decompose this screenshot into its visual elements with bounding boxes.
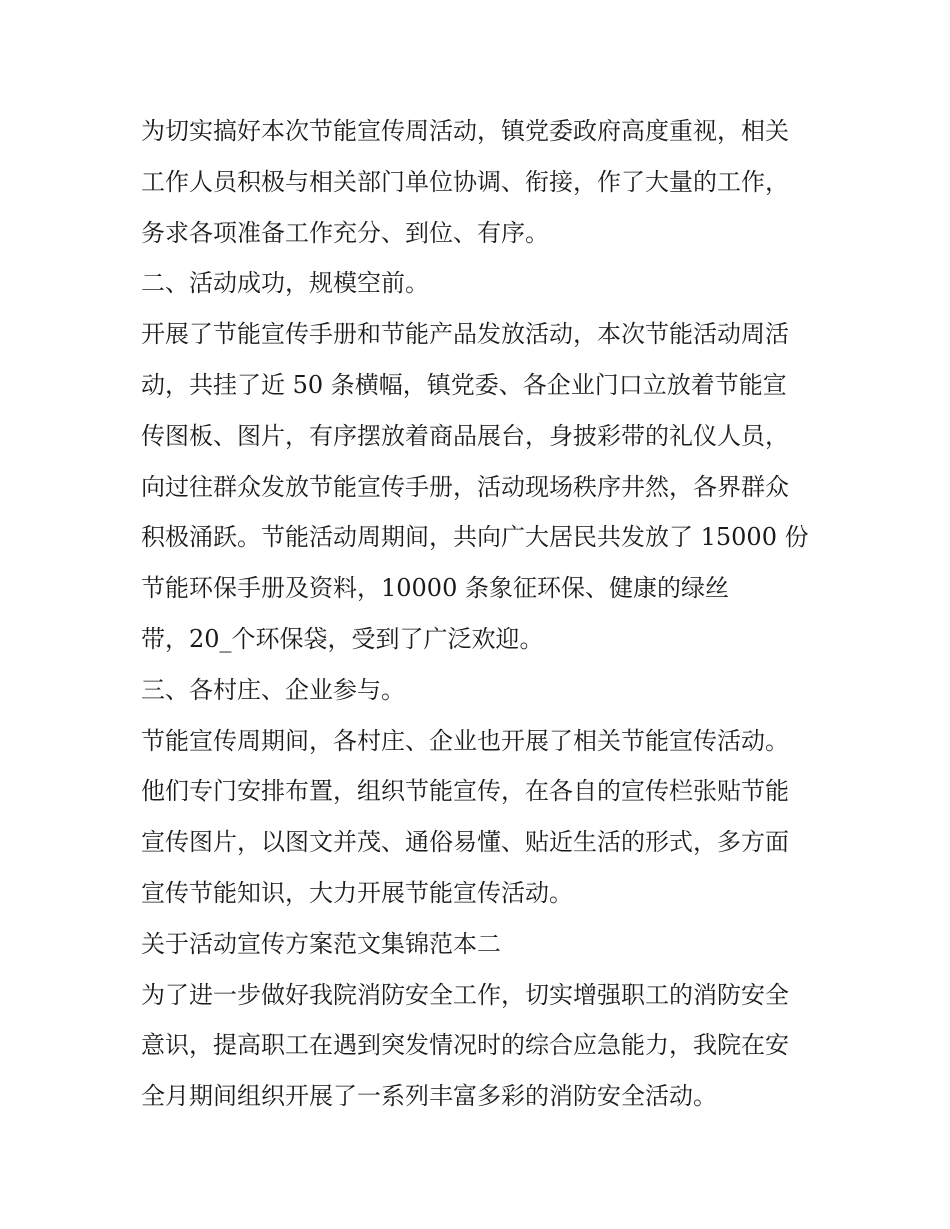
text-line: 全月期间组织开展了一系列丰富多彩的消防安全活动。 — [141, 1082, 717, 1111]
text-line: 宣传图片，以图文并茂、通俗易懂、贴近生活的形式，多方面 — [141, 828, 789, 857]
text-line: 积极涌跃。节能活动周期间，共向广大居民共发放了 15000 份 — [141, 523, 809, 552]
text-line: 为切实搞好本次节能宣传周活动，镇党委政府高度重视，相关 — [141, 117, 789, 145]
text-line: 为了进一步做好我院消防安全工作，切实增强职工的消防安全 — [141, 980, 789, 1009]
text-line: 节能宣传周期间，各村庄、企业也开展了相关节能宣传活动。 — [141, 726, 789, 755]
text-line: 意识，提高职工在遇到突发情况时的综合应急能力，我院在安 — [141, 1031, 789, 1060]
text-line: 节能环保手册及资料，10000 条象征环保、健康的绿丝 — [141, 574, 729, 603]
text-line: 向过往群众发放节能宣传手册，活动现场秩序井然，各界群众 — [141, 472, 789, 501]
text-line: 带，20_个环保袋，受到了广泛欢迎。 — [141, 624, 544, 653]
text-line: 动，共挂了近 50 条横幅，镇党委、各企业门口立放着节能宣 — [141, 370, 787, 399]
text-line: 工作人员积极与相关部门单位协调、衔接，作了大量的工作， — [141, 167, 789, 196]
text-line: 开展了节能宣传手册和节能产品发放活动，本次节能活动周活 — [141, 320, 789, 349]
document-body — [141, 106, 821, 1122]
text-line: 宣传节能知识，大力开展节能宣传活动。 — [141, 878, 573, 907]
section-heading: 二、活动成功，规模空前。 — [141, 269, 429, 298]
text-line: 他们专门安排布置，组织节能宣传，在各自的宣传栏张贴节能 — [141, 777, 789, 806]
document-subtitle: 关于活动宣传方案范文集锦范本二 — [141, 929, 501, 958]
text-line: 传图板、图片，有序摆放着商品展台，身披彩带的礼仪人员， — [141, 421, 789, 450]
text-line: 务求各项准备工作充分、到位、有序。 — [141, 218, 549, 247]
section-heading: 三、各村庄、企业参与。 — [141, 675, 405, 704]
